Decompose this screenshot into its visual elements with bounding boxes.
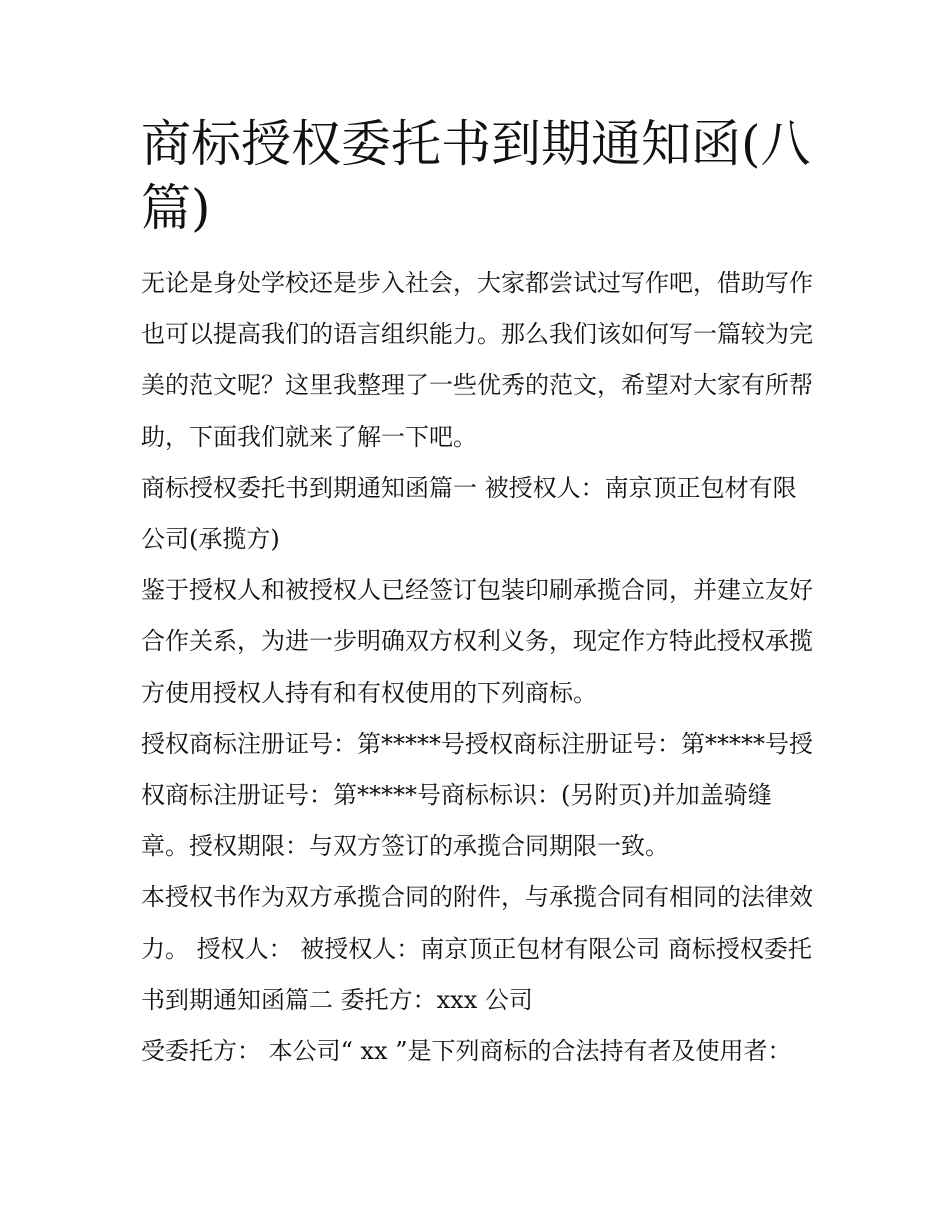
section-one-heading-paragraph: 商标授权委托书到期通知函篇一 被授权人：南京顶正包材有限公司(承揽方): [141, 473, 797, 554]
intro-paragraph: 无论是身处学校还是步入社会，大家都尝试过写作吧，借助写作也可以提高我们的语言组织能力。那么我们该如何写一篇较为完美的范文呢？这里我整理了一些优秀的范文，希望对大家有所帮助，下面我们就来了解一下吧。: [141, 269, 813, 451]
trademark-registration-paragraph: 授权商标注册证号：第*****号授权商标注册证号：第*****号授权商标注册证号：第*****号商标标识：(另附页)并加盖骑缝章。授权期限：与双方签订的承揽合同期限一致。: [141, 729, 813, 861]
document-title: 商标授权委托书到期通知函(八篇): [141, 115, 811, 237]
entrusted-party-paragraph: 受委托方： 本公司“ xx ”是下列商标的合法持有者及使用者：: [141, 1037, 792, 1066]
legal-effect-paragraph: 本授权书作为双方承揽合同的附件，与承揽合同有相同的法律效力。 授权人： 被授权人：南京顶正包材有限公司 商标授权委托书到期通知函篇二 委托方：xxx 公司: [141, 883, 813, 1014]
agreement-paragraph: 鉴于授权人和被授权人已经签订包装印刷承揽合同，并建立友好合作关系，为进一步明确双方权利义务，现定作方特此授权承揽方使用授权人持有和有权使用的下列商标。: [141, 576, 813, 707]
document-page: [141, 112, 813, 1077]
